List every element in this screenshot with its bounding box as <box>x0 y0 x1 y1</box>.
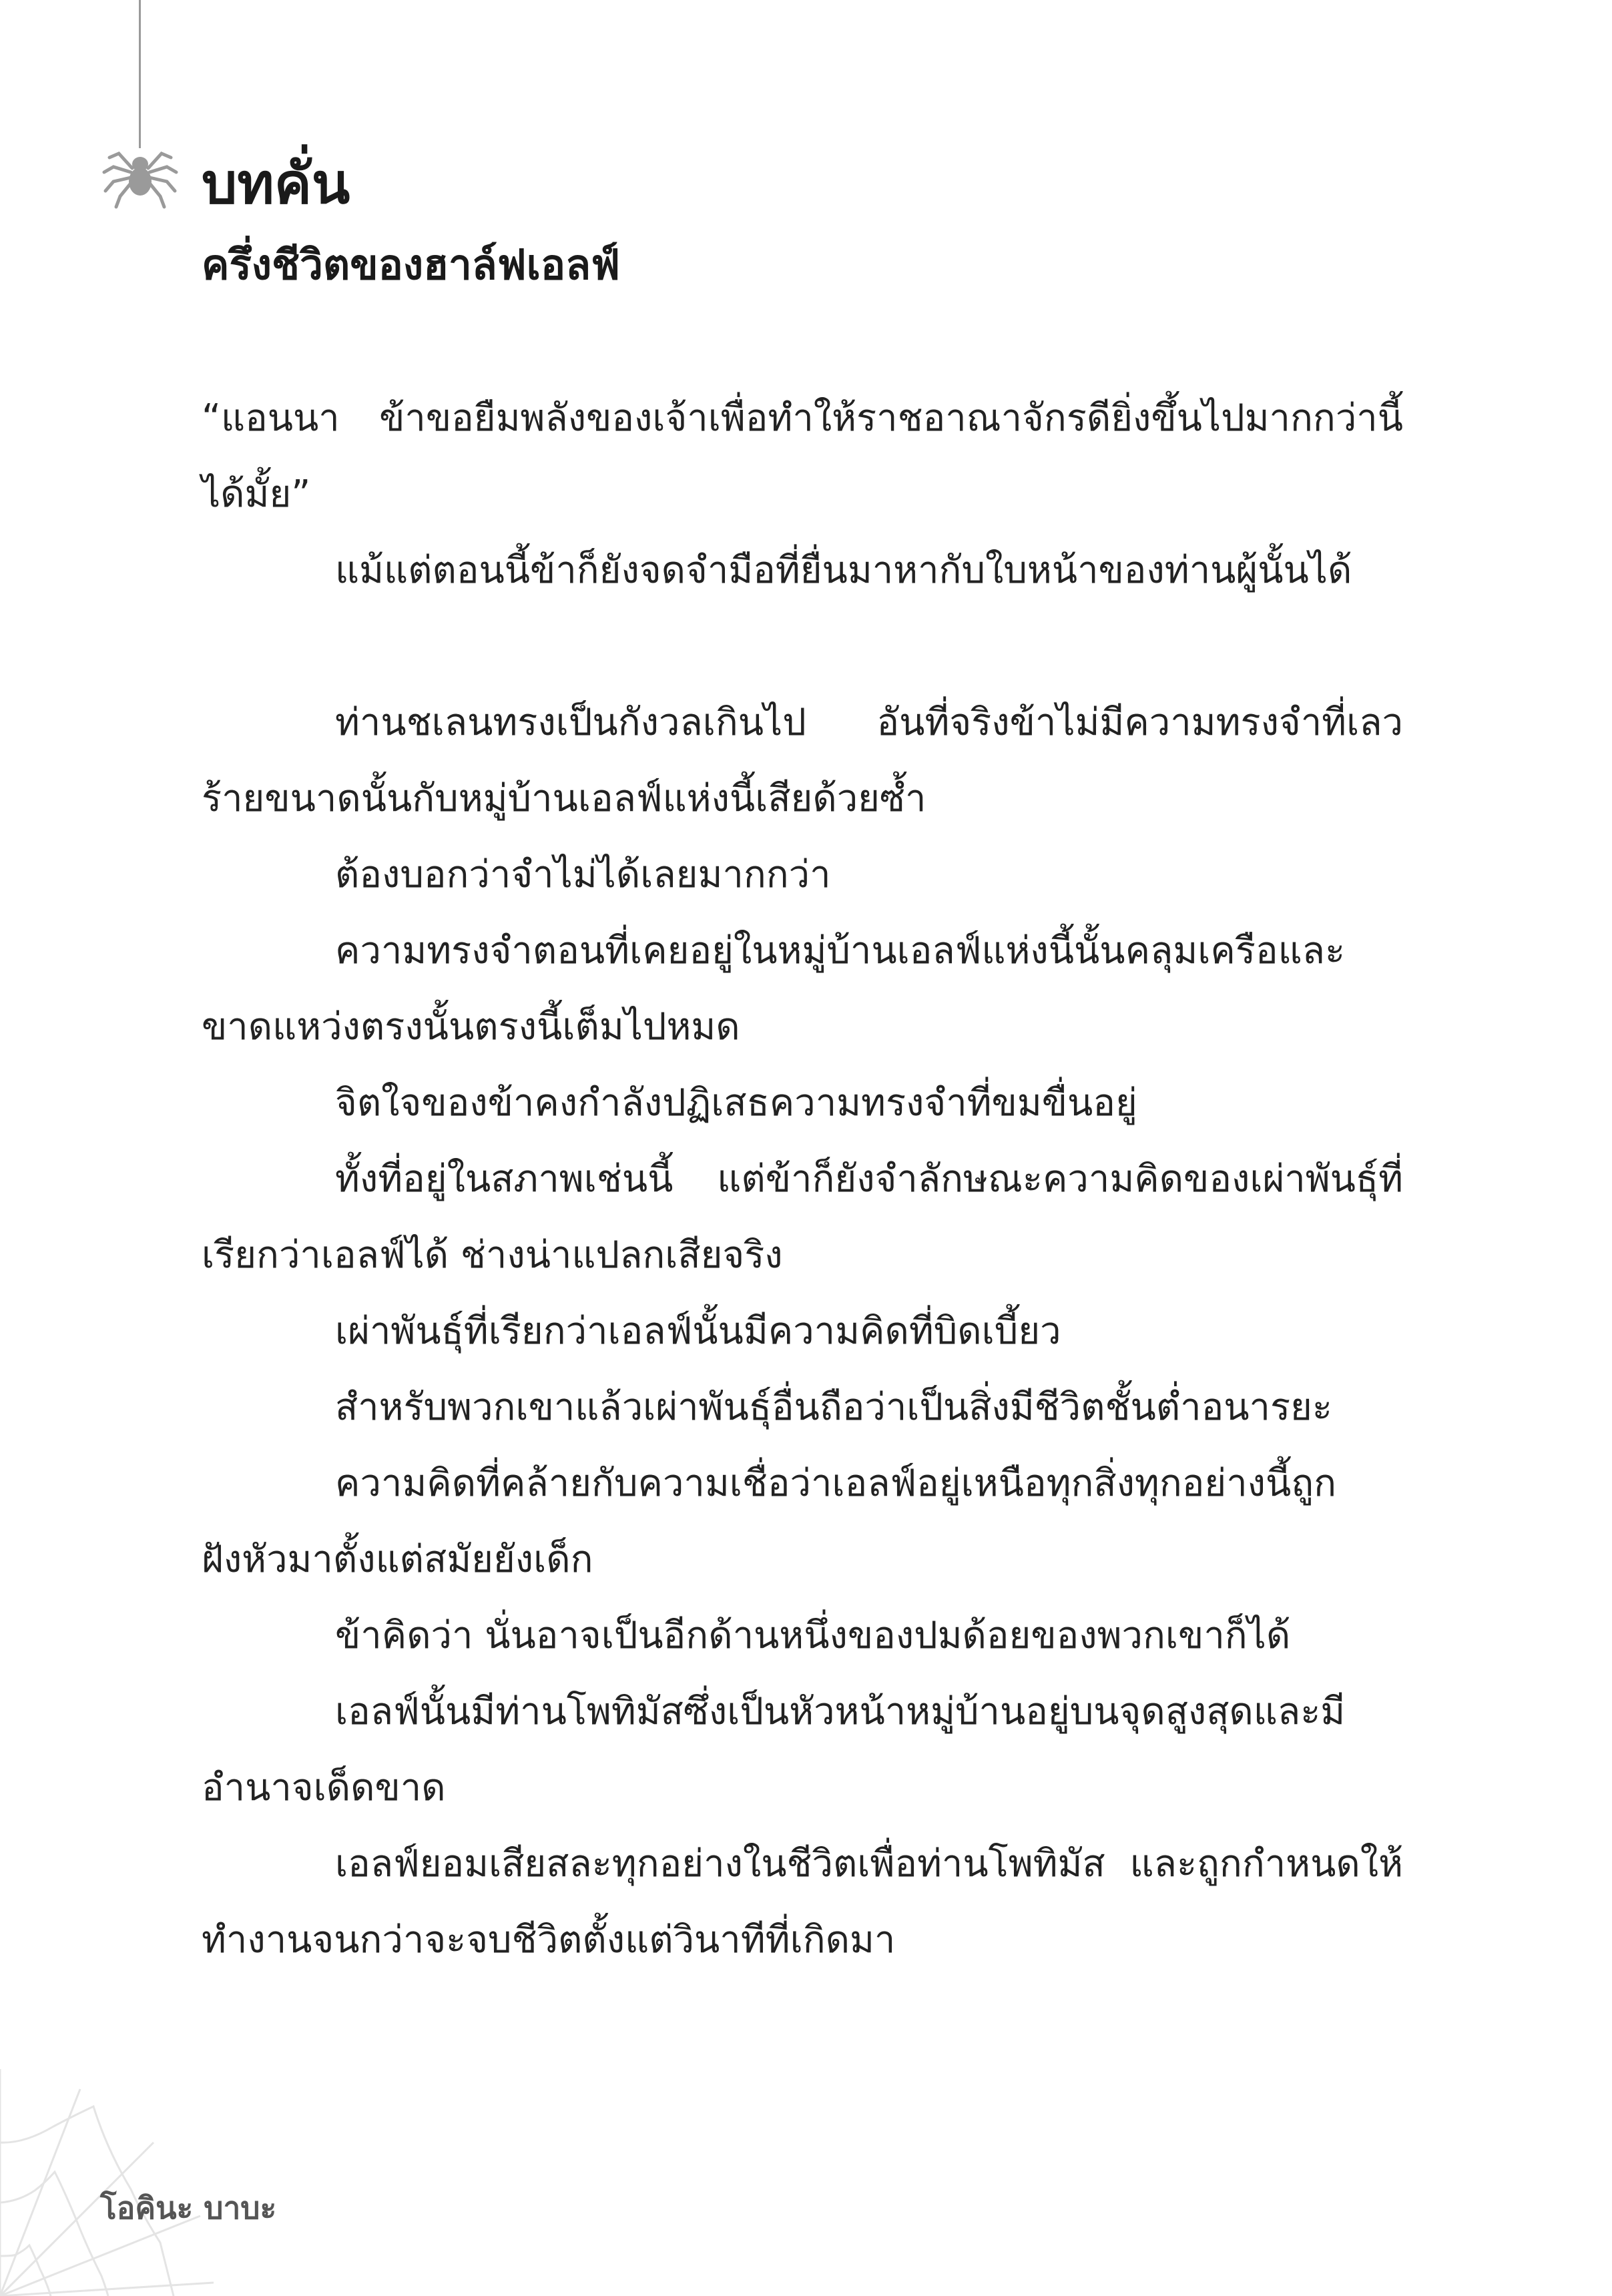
paragraph: แม้แต่ตอนนี้ข้าก็ยังจดจำมือที่ยื่นมาหากับใบหน้าของท่านผู้นั้นได้ <box>335 549 1352 592</box>
spider-thread <box>139 0 141 148</box>
chapter-title: บทคั่น <box>202 151 350 216</box>
spider-ornament <box>100 0 180 227</box>
paragraph: เอลฟ์นั้นมีท่านโพทิมัสซึ่งเป็นหัวหน้าหมู่บ้านอยู่บนจุดสูงสุดและมีอำนาจเด็ดขาด <box>202 1690 1346 1809</box>
paragraph: สำหรับพวกเขาแล้วเผ่าพันธุ์อื่นถือว่าเป็นสิ่งมีชีวิตชั้นต่ำอนารยะ <box>335 1386 1332 1429</box>
paragraph: ข้าคิดว่า นั่นอาจเป็นอีกด้านหนึ่งของปมด้อยของพวกเขาก็ได้ <box>335 1614 1291 1657</box>
spider-web-icon <box>0 1989 214 2296</box>
paragraph: ทั้งที่อยู่ในสภาพเช่นนี้ แต่ข้าก็ยังจำลักษณะความคิดของเผ่าพันธุ์ที่เรียกว่าเอลฟ์ได้ ช่างน่าแปลกเสียจริง <box>202 1157 1403 1277</box>
paragraph: ความคิดที่คล้ายกับความเชื่อว่าเอลฟ์อยู่เหนือทุกสิ่งทุกอย่างนี้ถูกฝังหัวมาตั้งแต่สมัยยังเด็ก <box>202 1462 1337 1581</box>
paragraph: ความทรงจำตอนที่เคยอยู่ในหมู่บ้านเอลฟ์แห่งนี้นั้นคลุมเครือและขาดแหว่งตรงนั้นตรงนี้เต็มไปหมด <box>202 929 1346 1049</box>
spider-icon <box>100 133 180 214</box>
paragraph: เอลฟ์ยอมเสียสละทุกอย่างในชีวิตเพื่อท่านโพทิมัส และถูกกำหนดให้ทำงานจนกว่าจะจบชีวิตตั้งแต่วินาทีที่เกิดมา <box>202 1842 1403 1962</box>
paragraph: เผ่าพันธุ์ที่เรียกว่าเอลฟ์นั้นมีความคิดที่บิดเบี้ยว <box>335 1310 1061 1353</box>
paragraph: จิตใจของข้าคงกำลังปฏิเสธความทรงจำที่ขมขื่นอยู่ <box>335 1081 1137 1125</box>
body-text <box>202 380 1403 1978</box>
paragraph: ต้องบอกว่าจำไม่ได้เลยมากกว่า <box>335 853 831 896</box>
footer-author: โอคินะ บาบะ <box>100 2190 277 2226</box>
paragraph: ท่านชเลนทรงเป็นกังวลเกินไป อันที่จริงข้าไม่มีความทรงจำที่เลวร้ายขนาดนั้นกับหมู่บ้านเอลฟ์แห่งนี้เสียด้วยซ้ำ <box>202 701 1403 820</box>
chapter-subtitle: ครึ่งชีวิตของฮาล์ฟเอลฟ์ <box>202 240 620 289</box>
paragraph: “แอนนา ข้าขอยืมพลังของเจ้าเพื่อทำให้ราชอาณาจักรดียิ่งขึ้นไปมากกว่านี้ได้มั้ย” <box>202 396 1403 516</box>
section-break <box>202 609 1403 685</box>
